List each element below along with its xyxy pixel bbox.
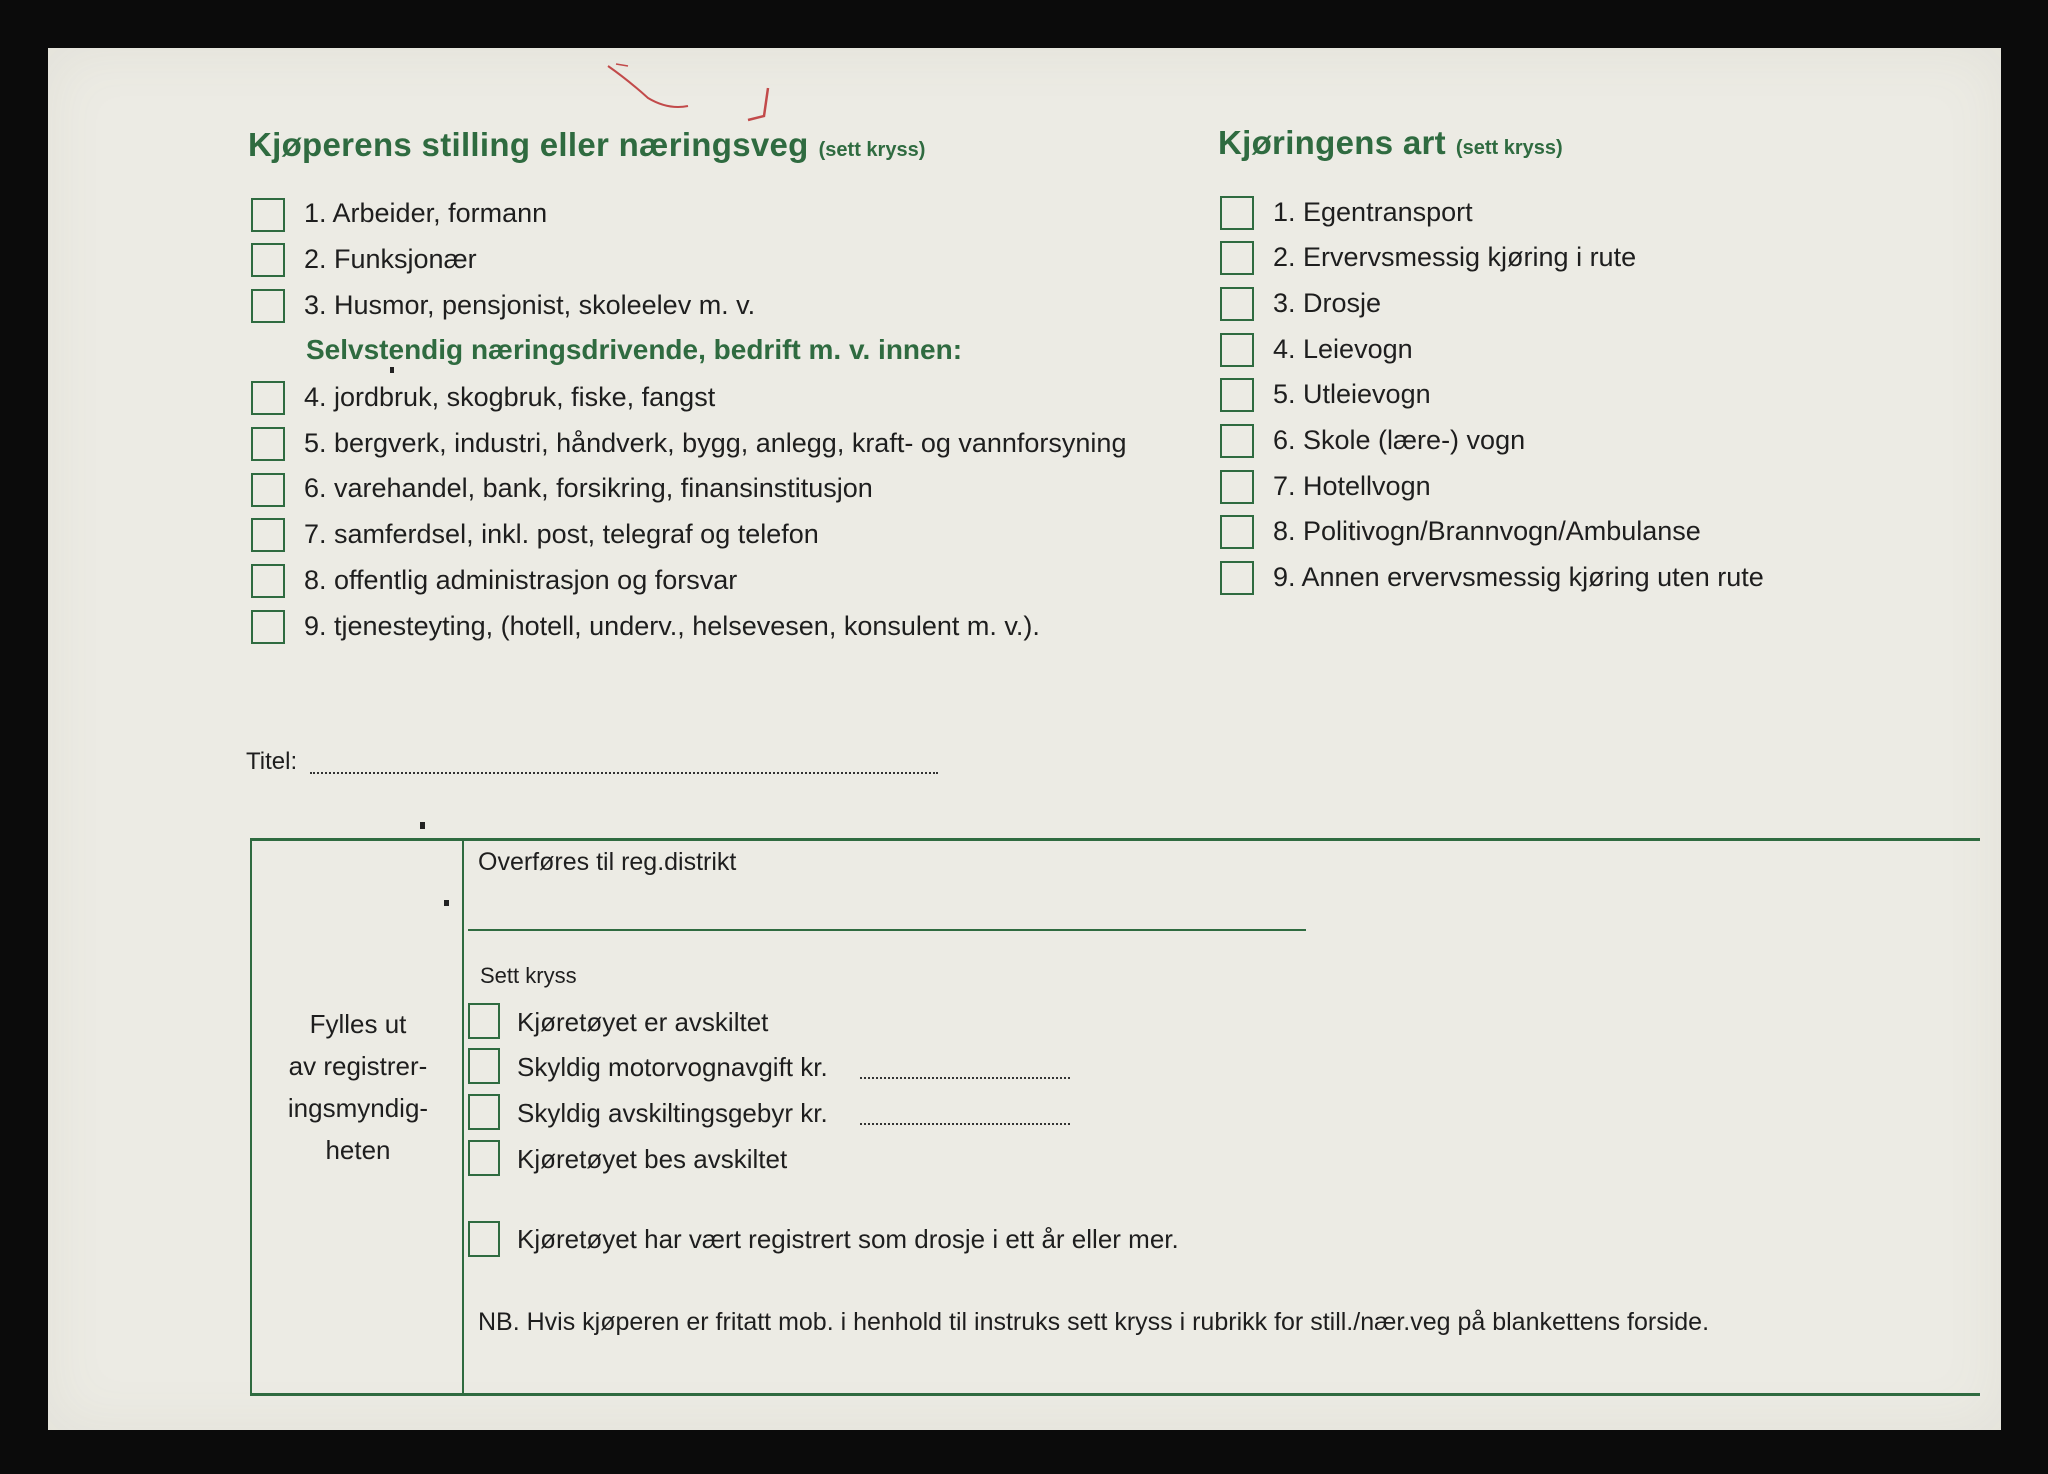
checkbox-arbeider[interactable] [251,198,285,232]
option-label: 3. Husmor, pensjonist, skoleelev m. v. [304,290,756,320]
titel-field[interactable] [310,772,938,774]
checkbox-rute[interactable] [1220,241,1254,275]
left-title: Kjøperens stilling eller næringsveg [248,126,809,163]
option-label: 3. Drosje [1273,288,1382,318]
option-label: 7. samferdsel, inkl. post, telegraf og telefon [304,519,819,549]
option-label: 9. Annen ervervsmessig kjøring uten rute [1273,562,1764,592]
right-title: Kjøringens art [1218,124,1446,161]
checkbox-leievogn[interactable] [1220,333,1254,367]
check-label: Skyldig motorvognavgift kr. [517,1052,828,1082]
box-left-border [250,838,252,1396]
checkbox-avskiltingsgebyr[interactable] [468,1094,500,1130]
titel-label: Titel: [246,748,298,775]
checkbox-avskiltet[interactable] [468,1003,500,1039]
sett-kryss-label: Sett kryss [480,963,577,988]
option-label: 5. bergverk, industri, håndverk, bygg, anlegg, kraft- og vannforsyning [304,428,1127,458]
left-heading [248,126,925,164]
ink-speck [444,900,449,906]
check-label: Kjøretøyet er avskiltet [517,1007,769,1037]
side-caption-line: ingsmyndig- [287,1093,429,1123]
option-label: 1. Egentransport [1273,197,1473,227]
checkbox-motorvognavgift[interactable] [468,1048,500,1084]
option-label: 2. Funksjonær [304,244,477,274]
box-divider [462,838,464,1396]
option-label: 1. Arbeider, formann [304,198,548,228]
right-hint: (sett kryss) [1455,137,1563,159]
drosje-check-label: Kjøretøyet har vært registrert som drosje i ett år eller mer. [517,1224,1179,1254]
avskiltingsgebyr-amount-field[interactable] [860,1123,1070,1125]
side-caption-line: Fylles ut [309,1009,407,1039]
checkbox-funksjonaer[interactable] [251,243,285,277]
nb-note: NB. Hvis kjøperen er fritatt mob. i henhold til instruks sett kryss i rubrikk for still./nær.veg på blankettens forside. [478,1308,1710,1336]
motorvognavgift-amount-field[interactable] [860,1077,1070,1079]
option-label: 8. Politivogn/Brannvogn/Ambulanse [1273,516,1701,546]
checkbox-hotellvogn[interactable] [1220,470,1254,504]
box-bottom-border [250,1393,1980,1396]
option-label: 7. Hotellvogn [1273,471,1431,501]
checkbox-drosje[interactable] [1220,287,1254,321]
checkbox-utleievogn[interactable] [1220,378,1254,412]
right-heading [1218,124,1563,162]
form-sheet [48,48,2001,1430]
transfer-label: Overføres til reg.distrikt [478,848,737,876]
checkbox-egentransport[interactable] [1220,196,1254,230]
check-label: Skyldig avskiltingsgebyr kr. [517,1098,828,1128]
option-label: 2. Ervervsmessig kjøring i rute [1273,242,1637,272]
checkbox-samferdsel[interactable] [251,518,285,552]
side-caption-line: av registrer- [288,1051,428,1081]
checkbox-jordbruk[interactable] [251,381,285,415]
option-label: 4. jordbruk, skogbruk, fiske, fangst [304,382,716,412]
ink-speck [420,822,425,829]
checkbox-varehandel[interactable] [251,473,285,507]
checkbox-husmor[interactable] [251,289,285,323]
option-label: 9. tjenesteyting, (hotell, underv., helsevesen, konsulent m. v.). [304,611,1040,641]
box-top-border [250,838,1980,841]
side-caption [258,1003,458,1171]
left-hint: (sett kryss) [818,139,926,161]
checkbox-politivogn[interactable] [1220,515,1254,549]
option-label: 6. Skole (lære-) vogn [1273,425,1526,455]
checkbox-tjenesteyting[interactable] [251,610,285,644]
checkbox-bergverk[interactable] [251,427,285,461]
check-label: Kjøretøyet bes avskiltet [517,1144,788,1174]
checkbox-skolevogn[interactable] [1220,424,1254,458]
ink-speck [390,367,394,373]
checkbox-offentlig[interactable] [251,564,285,598]
option-label: 5. Utleievogn [1273,379,1431,409]
side-caption-line: heten [325,1135,391,1165]
option-label: 6. varehandel, bank, forsikring, finansinstitusjon [304,473,873,503]
option-label: 4. Leievogn [1273,334,1413,364]
subheading-selvstendig: Selvstendig næringsdrivende, bedrift m. v. innen: [306,334,963,365]
checkbox-annen[interactable] [1220,561,1254,595]
checkbox-bes-avskiltet[interactable] [468,1140,500,1176]
option-label: 8. offentlig administrasjon og forsvar [304,565,738,595]
transfer-field-line[interactable] [468,929,1306,931]
checkbox-drosje-ett-aar[interactable] [468,1221,500,1257]
